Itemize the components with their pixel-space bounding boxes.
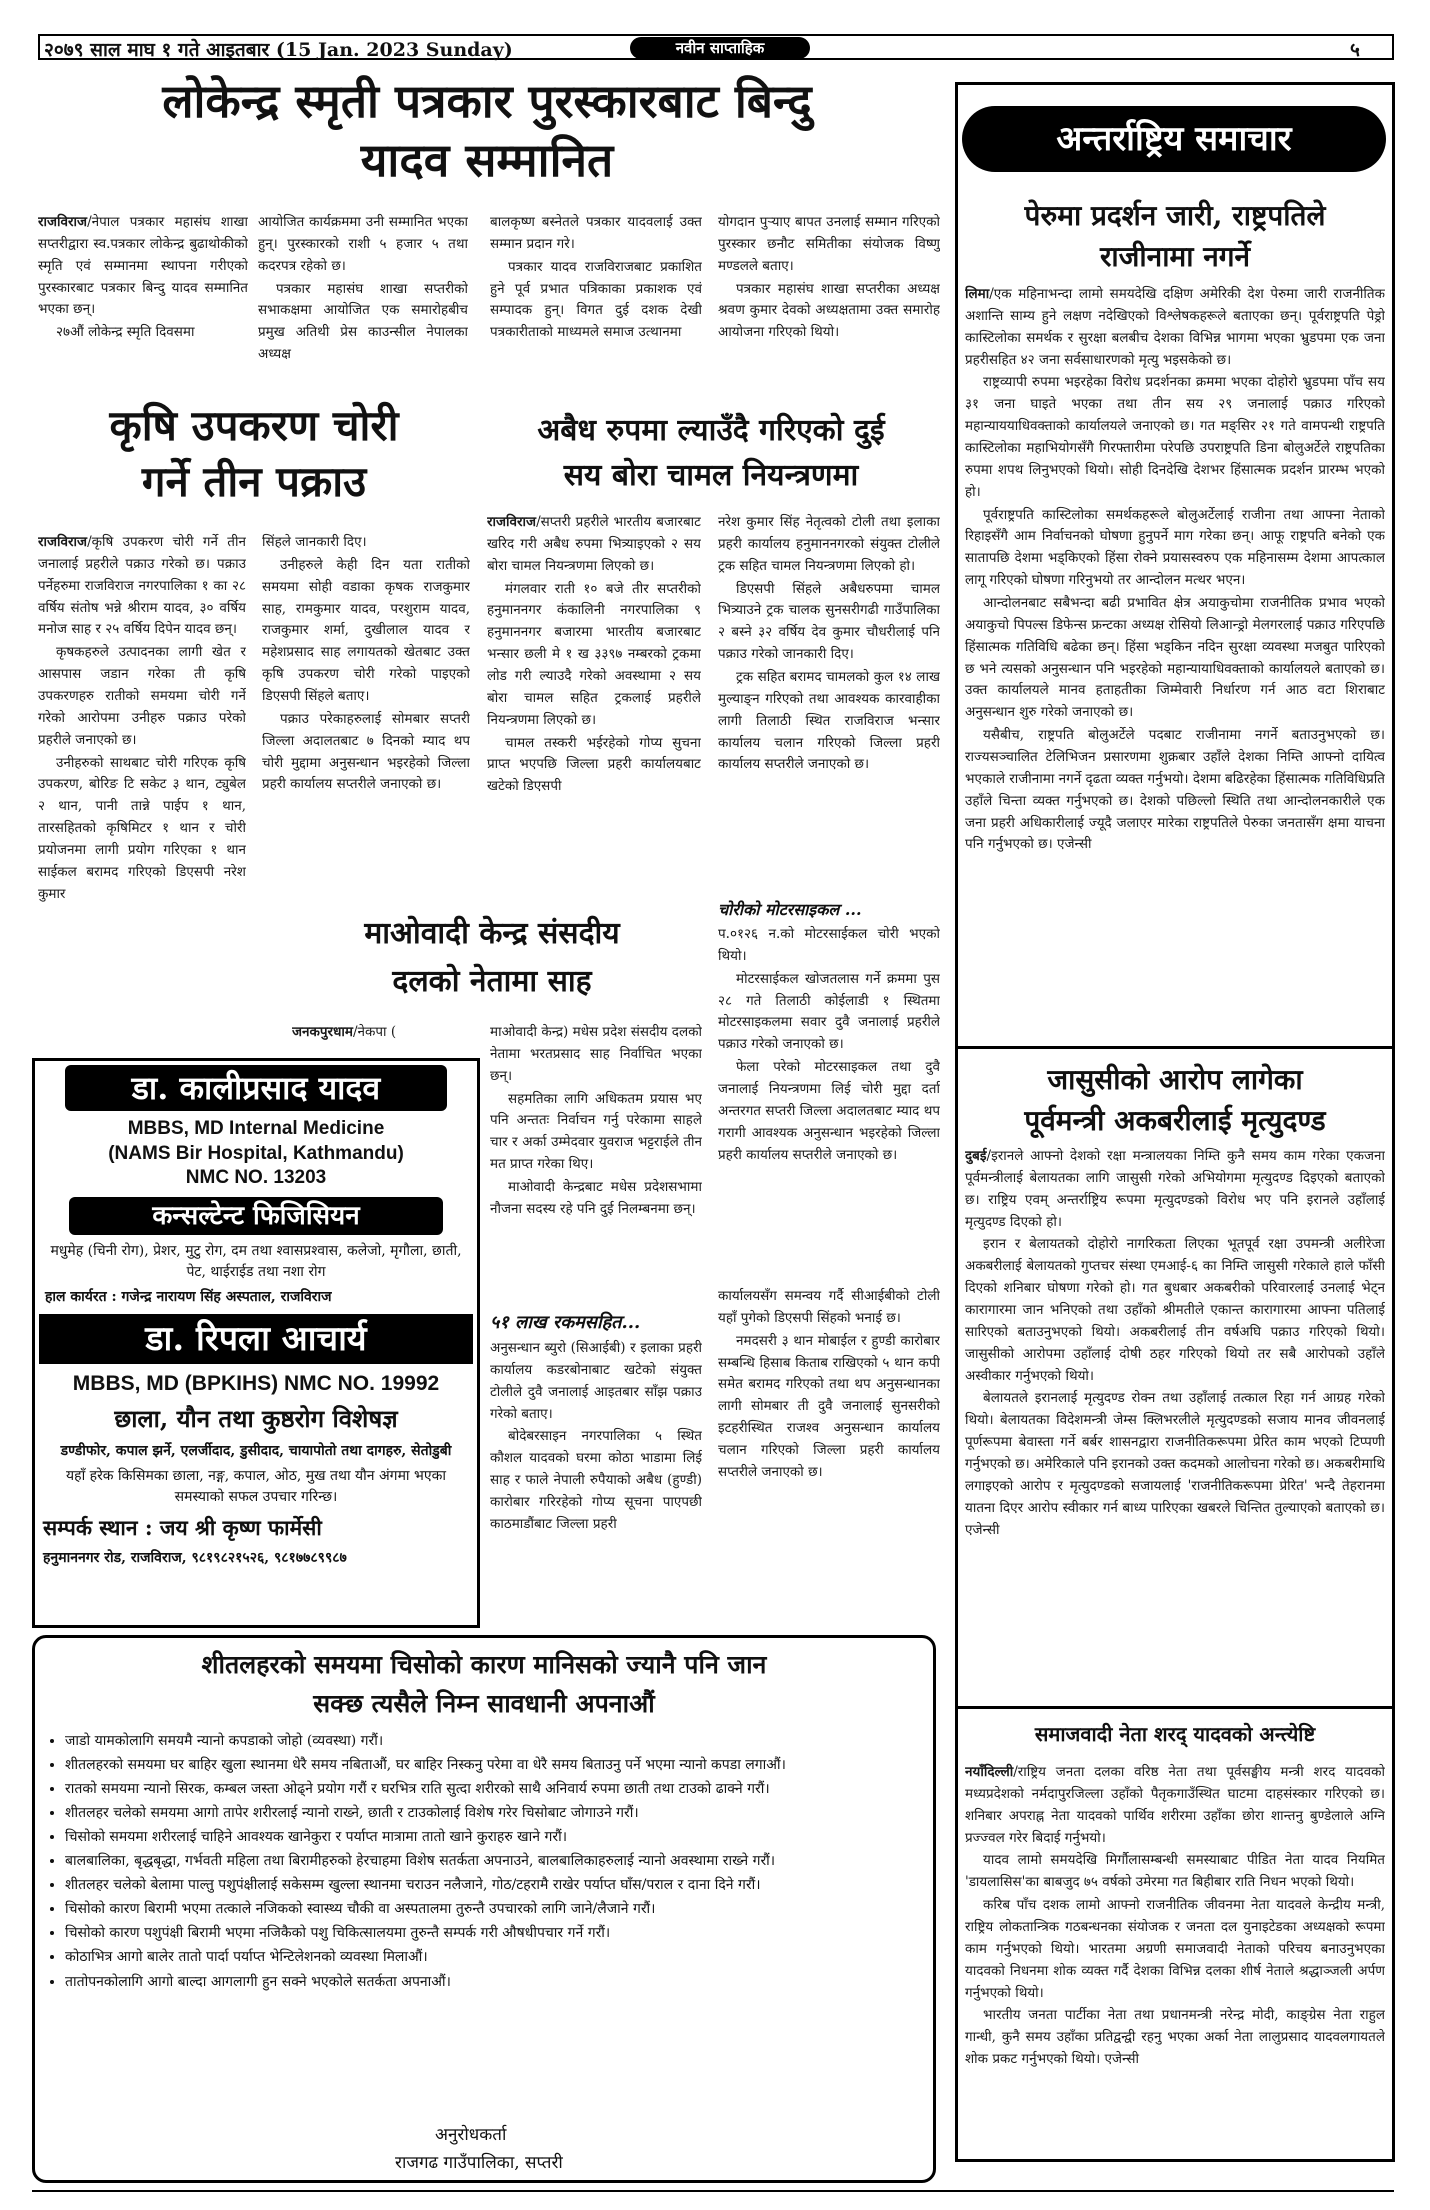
story4-headline [272,910,712,1006]
peru-text: आन्दोलनबाट सबैभन्दा बढी प्रभावित क्षेत्र अयाकुचोमा राजनीतिक प्रभाव भएको अयाकुचो पिपल्स डिफेन्स फ्रन्टका अध्यक्ष रोसियो लिआन्ड्रो मेलगरलाई पक्राउ गरिएपछि हिंसात्मक गतिविधि बढेका छन्। हिंसा भड्किन नदिन सुरक्षा व्यवस्था मजबुत पारिएको छ भने त्यसको अनुसन्धान पनि भइरहेको महान्यायाधिवक्ताको कार्यालयले बताएको छ। उक्त कार्यालयले मानव हताहतीका जिम्मेवारी निर्धारण गर्न आठ वटा शिराबाट अनुसन्धान शुरु गरेको जनाएको छ। [965,595,1385,721]
sharad-text: करिब पाँच दशक लामो आफ्नो राजनीतिक जीवनमा नेता यादवले केन्द्रीय मन्त्री, राष्ट्रिय लोकतान्त्रिक गठबन्धनका संयोजक र जनता दल युनाइटेडका अध्यक्षको रूपमा काम गर्नुभएको थियो। भारतमा अग्रणी समाजवादी नेताको परिचय बनाउनुभएका यादवको निधनमा शोक व्यक्त गर्दै देशका विभिन्न दलका शीर्ष नेताले श्रद्धाञ्जली अर्पण गर्नुभएको थियो। [965,1897,1385,2001]
story1-col4 [718,212,940,388]
peru-story [965,284,1385,1044]
story3-text: /सप्तरी प्रहरीले भारतीय बजारबाट खरिद गरी अबैध रुपमा भित्र्याइएको २ सय बोरा चामल नियन्त्रणमा लिएको छ। [487,514,701,574]
iran-text: इरान र बेलायतको दोहोरो नागरिकता लिएका भूतपूर्व रक्षा उपमन्त्री अलीरेजा अकबरीलाई बेलायतको गुप्तचर संस्था एमआई-६ का निम्ति जासुसी गरेकाले हाले फाँसी दिएको शनिबार घोषणा गरेको हो। गत बुधबार अकबरीको परिवारलाई उनलाई भेट्न कारागारमा जान भनिएको तथा उहाँको श्रीमतीले एकान्त कारागारमा आफ्ना पतिलाई सारिएको बताउनुभएको थियो। अकबरीलाई तीन वर्षअघि पक्राउ गरिएको थियो। जासुसीको आरोपमा उहाँलाई दोषी ठहर गरिएको थियो तर सबै आरोपको उहाँले अस्वीकार गर्नुभएको थियो। [965,1236,1385,1384]
iran-dateline: दुबई [965,1148,987,1164]
story3-text: नरेश कुमार सिंह नेतृत्वको टोली तथा इलाका प्रहरी कार्यालय हनुमाननगरको संयुक्त टोलीले ट्रक सहित चामल नियन्त्रणमा लिएको हो। [718,514,940,574]
story2-text: सिंहले जानकारी दिए। [262,534,367,550]
story6-text: नमदसरी ३ थान मोबाईल र हुण्डी कारोबार सम्बन्धि हिसाब किताब राखिएको ५ थान कपी समेत बरामद गरिएको तथा थप अनुसन्धानका लागी सोमबार ती दुवै जनालाई सुनसरीको इटहरीस्थित राजश्व अनुसन्धान कार्यालय चलान गरिएको जिल्ला प्रहरी कार्यालय सप्तरीले जनाएको छ। [718,1332,940,1480]
story5-text-p: फेला परेको मोटरसाइकल तथा दुवै जनालाई नियन्त्रणमा लिई चोरी मुद्दा दर्ता अन्तरगत सप्तरी जिल्ला अदालतबाट म्याद थप गरागी आवश्यक अनुसन्धान भइरहेको जिल्ला प्रहरी कार्यालय सप्तरीले जनाएको छ। [718,1059,940,1163]
peru-headline-line2: राजीनामा नगर्ने [1099,239,1251,273]
story2-headline-line2: गर्ने तीन पक्राउ [141,456,367,506]
story3-col2 [718,512,940,892]
footer-rule [32,2190,1394,2192]
story1-text: बालकृष्ण बस्नेतले पत्रकार यादवलाई उक्त सम्मान प्रदान गरे। [490,214,702,252]
sharad-headline: समाजवादी नेता शरद् यादवको अन्त्येष्टि [1034,1722,1316,1746]
story1-headline-line2: यादव सम्मानित [360,132,614,187]
peru-text: यसैबीच, राष्ट्रपति बोलुअर्टेले पदबाट राजीनामा नगर्ने बताउनुभएको छ। राज्यसञ्चालित टेलिभिजन प्रसारणमा शुक्रबार उहाँले देशका निम्ति आफ्नो दायित्व भएकाले राजीनामा नगर्ने दृढता व्यक्त गर्नुभयो। देशमा बढिरहेका हिंसात्मक गतिविधिप्रति उहाँले चिन्ता व्यक्त गर्नुभएको छ। देशको पछिल्लो स्थिति तथा आन्दोलनकारीले एक जना प्रहरी अधिकारीलाई ज्यूदै जलाएर मारेका राष्ट्रपतिले पेरुका जनतासँग क्षमा याचना पनि गर्नुभएको छ। एजेन्सी [965,727,1385,853]
paper-name-badge: नवीन साप्ताहिक [630,37,810,59]
story1-headline-line1: लोकेन्द्र स्मृती पत्रकार पुरस्कारबाट बिन्दु [162,74,812,128]
story6-subhead: ५१ लाख रकमसहित... [490,1312,641,1333]
story5-text-p: मोटरसाईकल खोजतलास गर्ने क्रममा पुस २८ गते तिलाठी कोईलाडी १ स्थितमा मोटरसाइकलमा सवार दुवै जनालाई प्रहरीले पक्राउ गरेको जनाएको छ। [718,970,940,1053]
story2-headline [34,398,474,510]
story3-headline-line2: सय बोरा चामल नियन्त्रणमा [563,458,859,493]
story3-headline-line1: अबैध रुपमा ल्याउँदै गरिएको दुई [537,413,885,448]
story3-dateline: राजविराज [487,514,537,530]
contact-address: हनुमाननगर रोड, राजविराज, ९८१९८२१५२६, ९८१७७८९९८७ [43,1550,347,1567]
iran-headline-line1: जासुसीको आरोप लागेका [1047,1063,1303,1096]
story1-text: पत्रकार महासंघ शाखा सप्तरीको सभाकक्षमा आयोजित एक समारोहबीच प्रमुख अतिथी प्रेस काउन्सील नेपालका अध्यक्ष [258,280,468,363]
notice-bullet: • चिसोको समयमा शरीरलाई चाहिने आवश्यक खानेकुरा र पर्याप्त मात्रामा तातो खाने कुराहरु खाने गरौं। [65,1826,915,1848]
international-news-banner: अन्तर्राष्ट्रिय समाचार [962,106,1386,172]
cold-wave-notice [32,1635,936,2183]
doctor2-services-detail: यहाँ हरेक किसिमका छाला, नङ्ग, कपाल, ओठ, मुख तथा यौन अंगमा भएका समस्याको सफल उपचार गरिन्छ। [66,1468,446,1506]
iran-text: बेलायतले इरानलाई मृत्युदण्ड रोक्न तथा उहाँलाई तत्काल रिहा गर्न आग्रह गरेको थियो। बेलायतका विदेशमन्त्री जेम्स क्लिभरलीले मृत्युदण्डको सजाय मानव जीवनलाई पूर्णरूपमा बेवास्ता गर्ने बर्बर शासनद्वारा राजनीतिकरूपमा प्रेरित काम भएको टिप्पणी गर्नुभएको छ। अमेरिकाले पनि इरानको उक्त कदमको आलोचना गरेको छ। अकबरीमाथि लगाइएको आरोप र मृत्युदण्डको सजायलाई 'राजनीतिकरूपमा प्रेरित' भन्दै तेहरानमा यातना दिएर आरोप स्वीकार गर्न बाध्य पारिएका खबरले चिन्तित तुल्याएको बताएको छ। एजेन्सी [965,1390,1385,1538]
story1-text: आयोजित कार्यक्रममा उनी सम्मानित भएका हुन्। पुरस्कारको राशी ५ हजार ५ तथा कदरपत्र रहेको छ। [258,214,468,274]
story1-text: २७औं लोकेन्द्र स्मृति दिवसमा [56,324,195,341]
story2-headline-line1: कृषि उपकरण चोरी [109,401,399,450]
contact-location: सम्पर्क स्थान : जय श्री कृष्ण फार्मेसी [43,1515,322,1541]
story1-text: पत्रकार महासंघ शाखा सप्तरीका अध्यक्ष श्रवण कुमार देवको अध्यक्षतामा उक्त समारोह आयोजना गरिएको थियो। [718,280,940,341]
divider [958,1046,1392,1049]
story2-col2 [262,532,470,907]
notice-bullet: • चिसोको कारण पशुपंक्षी बिरामी भएमा नजिकैको पशु चिकित्सालयमा तुरुन्तै सम्पर्क गरी औषधीपचार गर्ने गरौं। [65,1922,915,1944]
story2-text: /कृषि उपकरण चोरी गर्ने तीन जनालाई प्रहरीले पक्राउ गरेको छ। पक्राउ पर्नेहरुमा राजविराज नगरपालिका १ का २८ वर्षिय संतोष भन्ने श्रीराम यादव, ३० वर्षिय मनोज साह र २५ वर्षिय दिपेन यादव छन्। [38,534,246,638]
story3-col1 [487,512,701,907]
story2-text: पक्राउ परेकाहरुलाई सोमबार सप्तरी जिल्ला अदालतबाट ७ दिनको म्याद थप चोरी मुद्दामा अनुसन्धान भइरहेको जिल्ला प्रहरी कार्यालय सप्तरीले जनाएको छ। [262,710,470,793]
doctor1-services: मधुमेह (चिनी रोग), प्रेशर, मुटु रोग, दम तथा श्वासप्रश्वास, कलेजो, मृगौला, छाती, पेट, थाईराईड तथा नशा रोग [50,1243,462,1281]
story1-text: पत्रकार यादव राजविराजबाट प्रकाशित हुने पूर्व प्रभात पत्रिकाका प्रकाशक एवं सम्पादक हुन्। विगत दुई दशक देखी पत्रकारीताको माध्यमले समाज उत्थानमा [490,258,702,341]
story6-col2 [718,1286,940,1624]
story3-text: ट्रक सहित बरामद चामलको कुल १४ लाख मुल्याङ्न गरिएको तथा आवश्यक कारवाहीका लागी तिलाठी स्थित राजविराज भन्सार कार्यालय चलान गरिएको जिल्ला प्रहरी कार्यालय सप्तरीले जनाएको छ। [718,669,940,773]
notice-bullet: • जाडो यामकोलागि समयमै न्यानो कपडाको जोहो (व्यवस्था) गरौं। [65,1730,915,1752]
story1-dateline: राजविराज [38,214,88,230]
story4-col1 [292,1022,480,1048]
iran-headline-line2: पूर्वमन्त्री अकबरीलाई मृत्युदण्ड [1024,1103,1326,1137]
story4-text: सहमतिका लागि अधिकतम प्रयास भए पनि अन्ततः निर्वाचन गर्नु परेकामा साहले चार र अर्का उम्मेदवार युवराज भट्टराईले तीन मत प्राप्त गरेका थिए। [490,1090,702,1173]
notice-bullet: • कोठाभित्र आगो बालेर तातो पार्दा पर्याप्त भेन्टिलेशनको व्यवस्था मिलाऔं। [65,1946,915,1968]
story1-col2 [258,212,468,388]
sharad-dateline: नयाँदिल्ली [965,1764,1014,1780]
story6-col1 [490,1338,702,1623]
story2-col1 [38,532,246,1047]
notice-issuer: राजगढ गाउँपालिका, सप्तरी [395,2153,563,2173]
notice-title [35,1638,933,1724]
peru-headline [962,196,1388,277]
iran-headline [962,1060,1388,1141]
sharad-text: यादव लामो समयदेखि मिर्गौलासम्बन्धी समस्याबाट पीडित नेता यादव नियमित 'डायलासिस'का बाबजुद ७५ वर्षको उमेरमा गत बिहीबार राति निधन भएको थियो। [965,1852,1385,1891]
story4-text: /नेकपा ( [352,1024,397,1040]
story6-text: अनुसन्धान ब्युरो (सिआईबी) र इलाका प्रहरी कार्यालय कडरबोनाबाट खटेको संयुक्त टोलीले दुवै जनालाई आइतबार साँझ पक्राउ गरेको बताए। [490,1340,702,1422]
divider [958,1706,1392,1709]
notice-bullet: • शीतलहर चलेको बेलामा पाल्तु पशुपंक्षीलाई सकेसम्म खुल्ला स्थानमा चराउन नलैजाने, गोठ/टहरामै राखेर पर्याप्त घाँस/पराल र दाना दिने गरौं। [65,1874,915,1896]
story3-text: मंगलवार राती १० बजे तीर सप्तरीको हनुमाननगर कंकालिनी नगरपालिका ९ हनुमाननगर बजारमा भारतीय बजारबाट भन्सार छली मे १ ख ३३९७ नम्बरको ट्रकमा लोड गरी ल्याउदै गरेको अवस्थामा २ सय बोरा चामल सहित ट्रकलाई प्रहरीले नियन्त्रणमा लिएको छ। [487,580,701,728]
doctor1-current-location: हाल कार्यरत : गजेन्द्र नारायण सिंह अस्पताल, राजविराज [45,1289,332,1306]
iran-text: /इरानले आफ्नो देशको रक्षा मन्त्रालयका निम्ति कुनै समय काम गरेका एकजना पूर्वमन्त्रीलाई बेलायतका लागि जासुसी गरेको अभियोगमा मृत्युदण्ड दिइएको बताएको छ। राष्ट्रिय एवम् अन्तर्राष्ट्रिय रूपमा मृत्युदण्डको विरोध भए पनि इरानले उहाँलाई मृत्युदण्ड दिएको हो। [965,1148,1385,1230]
story4-headline-line1: माओवादी केन्द्र संसदीय [364,916,620,951]
story2-dateline: राजविराज [38,534,88,550]
notice-bullet: • रातको समयमा न्यानो सिरक, कम्बल जस्ता ओढ्ने प्रयोग गरौं र घरभित्र राति सुत्दा शरीरको साथै अनिवार्य रुपमा छाती तथा टाउको ढाक्ने गरौं। [65,1778,915,1800]
sharad-story [965,1762,1385,2157]
iran-story [965,1146,1385,1706]
story1-headline [34,72,940,190]
sharad-text: भारतीय जनता पार्टीका नेता तथा प्रधानमन्त्री नरेन्द्र मोदी, काङ्ग्रेस नेता राहुल गान्धी, कुनै समय उहाँका प्रतिद्वन्द्वी रहनु भएका अर्का नेता लालुप्रसाद यादवलगायतले शोक प्रकट गर्नुभएको थियो। एजेन्सी [965,2007,1385,2068]
story1-col1 [38,212,248,388]
story1-col3 [490,212,702,388]
story6-text: कार्यालयसँग समन्वय गर्दै सीआईबीको टोली यहाँ पुगेको डिएसपी सिंहको भनाई छ। [718,1288,940,1326]
story4-dateline: जनकपुरधाम [292,1024,353,1040]
story5-subhead: चोरीको मोटरसाइकल ... [718,900,862,919]
notice-appeal-by: अनुरोधकर्ता [435,2125,507,2145]
story3-text: चामल तस्करी भईरहेको गोप्य सुचना प्राप्त भएपछि जिल्ला प्रहरी कार्यालयबाट खटेको डिएसपी [487,734,701,795]
doctor1-title: कन्सल्टेन्ट फिजिसियन [69,1197,443,1235]
doctor1-name: डा. कालीप्रसाद यादव [65,1065,447,1111]
doctor-advertisement [32,1058,480,1628]
story4-col2 [490,1022,702,1307]
notice-title-line1: शीतलहरको समयमा चिसोको कारण मानिसको ज्यानै पनि जान [201,1650,767,1679]
story1-text: /नेपाल पत्रकार महासंघ शाखा सप्तरीद्वारा स्व.पत्रकार लोकेन्द्र बुढाथोकीको स्मृति एवं सम्मानमा स्थापना गरीएको पुरस्कारबाट पत्रकार बिन्दु यादव सम्मानित भएका छन्। [38,214,248,318]
doctor2-name: डा. रिपला आचार्य [39,1314,473,1364]
story6-text: बोदेबरसाइन नगरपालिका ५ स्थित कौशल यादवको घरमा कोठा भाडामा लिई साह र फाले नेपाली रुपैयाको अबैध (हुण्डी) कारोबार गरिरहेको गोप्य सूचना पाएपछी काठमाडौंबाट जिल्ला प्रहरी [490,1428,702,1532]
doctor1-degree: MBBS, MD Internal Medicine (NAMS Bir Hospital, Kathmandu) NMC NO. 13203 [108,1118,404,1189]
peru-dateline: लिमा [965,286,990,302]
story2-text: उनीहरुले केही दिन यता रातीको समयमा सोही वडाका कृषक राजकुमार साह, रामकुमार यादव, परशुराम यादव, राजकुमार शर्मा, दुखीलाल यादव र महेशप्रसाद साह लगायतको खेतबाट उक्त कृषि उपकरण चोरी गरेको पाइएको डिएसपी सिंहले बताए। [262,556,470,705]
doctor2-degree: MBBS, MD (BPKIHS) NMC NO. 19992 [72,1372,440,1396]
notice-bullet-list [35,1730,915,1993]
story2-text: कृषकहरुले उत्पादनका लागी खेत र आसपास जडान गरेका ती कृषि उपकरणहरु रातीको समयमा चोरी गर्ने गरेको आरोपमा उनीहरु पक्राउ परेको प्रहरीले जनाएको छ। [38,644,246,748]
peru-text: पूर्वराष्ट्रपति कास्टिलोका समर्थकहरूले बोलुअर्टेलाई राजीना तथा आफ्ना नेताको रिहाइसँगै आम निर्वाचनको घोषणा हुनुपर्ने माग गरेका छन्। आफू राष्ट्रपति बनेको एक सातापछि देशमा भड्किएको हिंसा रोक्ने प्रयासस्वरुप एक महिनासम्म देशमा आपत्काल लागू गरिएको घोषणा गरिनुभयो तर आन्दोलन मत्थर भएन। [965,506,1385,589]
notice-bullet: • तातोपनकोलागि आगो बाल्दा आगलागी हुन सक्ने भएकोले सतर्कता अपनाऔं। [65,1971,915,1993]
story4-text: माओवादी केन्द्र) मधेस प्रदेश संसदीय दलको नेतामा भरतप्रसाद साह निर्वाचित भएका छन्। [490,1024,702,1084]
story1-text: योगदान पुऱ्याए बापत उनलाई सम्मान गरिएको पुरस्कार छनौट समितीका संयोजक विष्णु मण्डलले बताए। [718,214,940,274]
notice-bullet: • शीतलहरको समयमा घर बाहिर खुला स्थानमा धेरै समय नबिताऔं, घर बाहिर निस्कनु परेमा वा धेरै समय बिताउनु पर्ने भएमा न्यानो कपडा लगाऔं। [65,1754,915,1776]
story2-text: उनीहरुको साथबाट चोरी गरिएक कृषि उपकरण, बोरिङ टि सकेट ३ थान, ट्युबेल २ थान, पानी तान्ने पाईप १ थान, तारसहितको कृषिमिटर १ थान र चोरी प्रयोजनमा लागी प्रयोग गरिएका १ थान साईकल बरामद गरिएको डिएसपी नरेश कुमार [38,754,246,902]
sharad-text: /राष्ट्रिय जनता दलका वरिष्ठ नेता तथा पूर्वसङ्घीय मन्त्री शरद यादवको मध्यप्रदेशको नर्मदापुरजिल्ला उहाँको पैतृकगाउँस्थित घाटमा दाहसंस्कार गरिएको छ। शनिबार अपराह्न नेता यादवको पार्थिव शरीरमा उहाँका छोरा शान्तनु बुण्डेलाले अग्नि प्रज्ज्वल गरेर बिदाई गर्नुभयो। [965,1764,1385,1846]
peru-text: /एक महिनाभन्दा लामो समयदेखि दक्षिण अमेरिकी देश पेरुमा जारी राजनीतिक अशान्ति साम्य हुने लक्षण नदेखिएको विश्लेषकहरूले बताएका छन्। पूर्वराष्ट्रपति पेड्रो कास्टिलोका समर्थक र सुरक्षा बलबीच देशका विभिन्न भागमा भएका भ्रुडपमा एक जना प्रहरीसहित ४२ जना सर्वसाधारणको मृत्यु भइसकेको छ। [965,286,1385,368]
story3-headline [480,408,942,498]
story5-text [718,924,940,1284]
notice-bullet: • बालबालिका, बृद्धबृद्धा, गर्भवती महिला तथा बिरामीहरुको हेरचाहमा विशेष सतर्कता अपनाउने, बालबालिकाहरुलाई न्यानो अवस्थामा राख्ने गरौं। [65,1850,915,1872]
issue-date: २०७९ साल माघ १ गते आइतबार (15 Jan. 2023 Sunday) [44,39,513,61]
story4-text: माओवादी केन्द्रबाट मधेस प्रदेशसभामा नौजना सदस्य रहे पनि दुई निलम्बनमा छन्। [490,1179,702,1217]
peru-headline-line1: पेरुमा प्रदर्शन जारी, राष्ट्रपतिले [1024,199,1326,232]
page-number: ५ [1350,39,1360,61]
story3-text: डिएसपी सिंहले अबैधरुपमा चामल भित्र्याउने ट्रक चालक सुनसरीगढी गाउँपालिका २ बस्ने ३२ वर्षिय देव कुमार चौधरीलाई पनि पक्राउ गरेको जानकारी दिए। [718,580,940,663]
story5-text-p: प.०१२६ न.को मोटरसाईकल चोरी भएको थियो। [718,926,940,964]
notice-bullet: • चिसोको कारण बिरामी भएमा तत्काले नजिकको स्वास्थ्य चौकी वा अस्पतालमा तुरुन्तै उपचारको लागि जाने/लैजाने गरौं। [65,1898,915,1920]
notice-bullet: • शीतलहर चलेको समयमा आगो तापेर शरीरलाई न्यानो राख्ने, छाती र टाउकोलाई विशेष गरेर चिसोबाट जोगाउने गरौं। [65,1802,915,1824]
story4-headline-line2: दलको नेतामा साह [392,964,592,999]
peru-text: राष्ट्रव्यापी रुपमा भइरहेका विरोध प्रदर्शनका क्रममा भएका दोहोरो भ्रुडपमा पाँच सय ३१ जना घाइते भएका तथा तीन सय २९ जनालाई पक्राउ गरिएको महान्याययाधिवक्ताको कार्यालयले जनाएको छ। गत मङ्सिर २१ गते वामपन्थी राष्ट्रपति कास्टिलोका महाभियोगसँगै गिरफ्तारीमा परेपछि उपराष्ट्रपति डिना बोलुअर्टेले राष्ट्रपतिका रुपमा शपथ लिनुभएको थियो। सोही दिनदेखि देशभर हिंसात्मक प्रदर्शन प्रारम्भ भएको हो। [965,374,1385,500]
notice-title-line2: सक्छ त्यसैले निम्न सावधानी अपनाऔं [313,1688,655,1718]
doctor2-title: छाला, यौन तथा कुष्ठरोग विशेषज्ञ [114,1404,398,1434]
doctor2-services: डण्डीफोर, कपाल झर्ने, एलर्जीदाद, डुसीदाद, चायापोतो तथा दागहरु, सेतोडुबी [60,1443,452,1460]
